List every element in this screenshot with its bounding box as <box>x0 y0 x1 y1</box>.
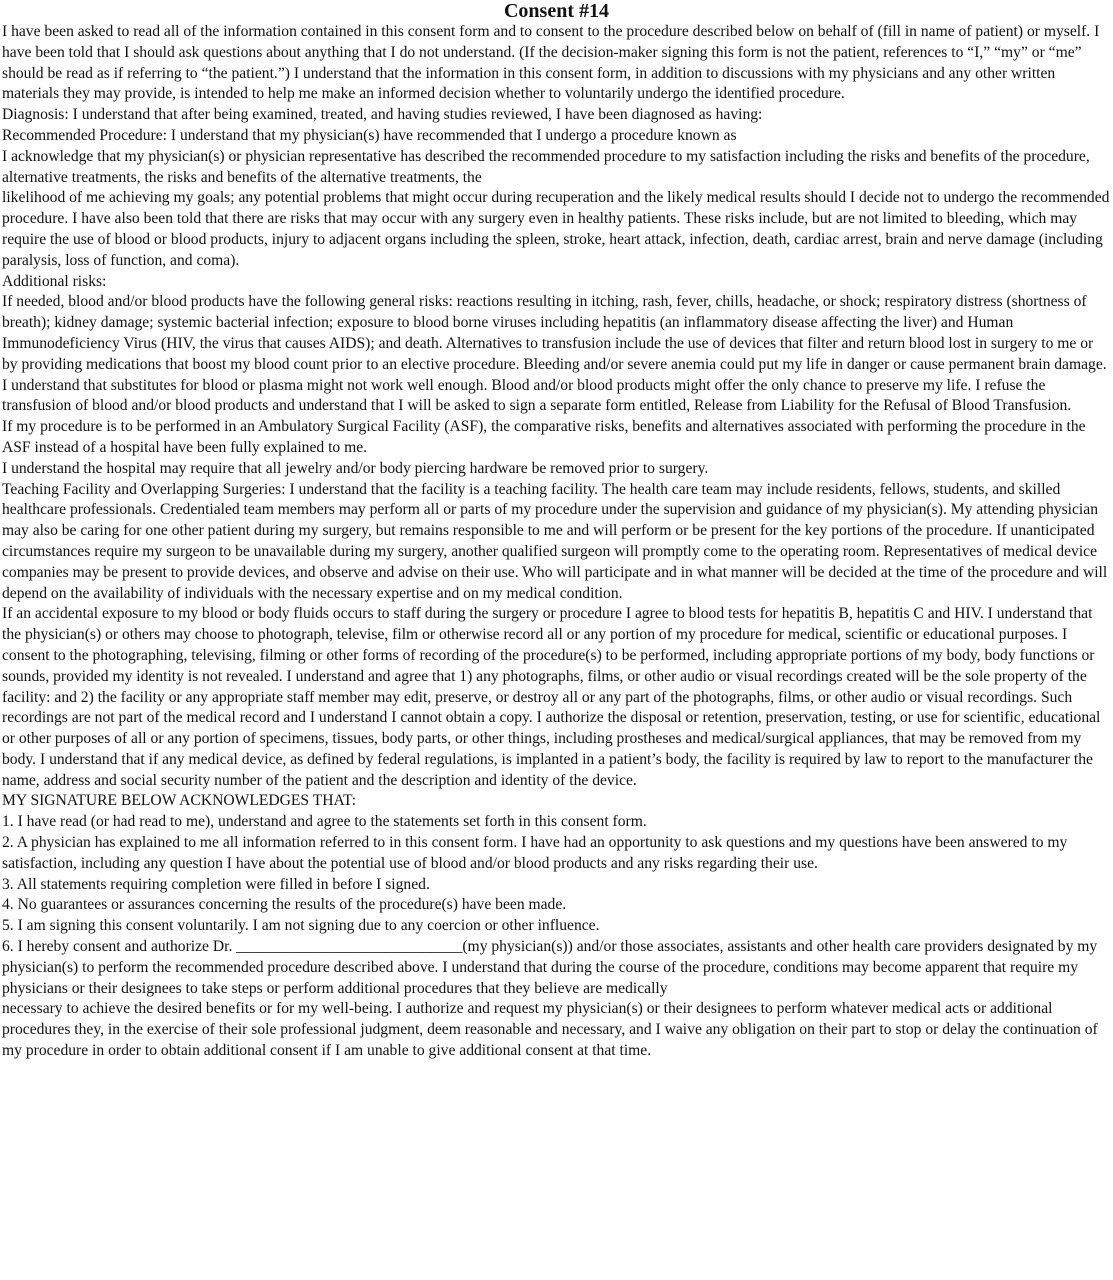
statement-3: 3. All statements requiring completion were filled in before I signed. <box>2 875 430 893</box>
diagnosis-line: Diagnosis: I understand that after being examined, treated, and having studies reviewed, I have been diagnosed as having: <box>2 106 763 124</box>
statement-5: 5. I am signing this consent voluntarily. I am not signing due to any coercion or other influence. <box>2 917 600 935</box>
intro-paragraph: I have been asked to read all of the information contained in this consent form and to consent to the procedure described below on behalf of (fill in name of patient) or myself. I have been told that I should ask questions about anything that I do not understand. (If the decision-maker signing this form is not the patient, references to “I,” “my” or “me” should be read as if referring to “the patient.”) I understand that the information in this consent form, in addition to discussions with my physicians and any other written materials they may provide, is intended to help me make an informed decision whether to voluntarily undergo the identified procedure. <box>2 23 1100 103</box>
risks-paragraph: likelihood of me achieving my goals; any potential problems that might occur during recuperation and the likely medical results should I decide not to undergo the recommended procedure. I have also been told that there are risks that may occur with any surgery even in healthy patients. These risks include, but are not limited to bleeding, which may require the use of blood or blood products, injury to adjacent organs including the spleen, stroke, heart attack, infection, death, cardiac arrest, brain and nerve damage (including paralysis, loss of function, and coma). <box>2 189 1110 269</box>
jewelry-paragraph: I understand the hospital may require that all jewelry and/or body piercing hardware be removed prior to surgery. <box>2 459 709 477</box>
exposure-recording-paragraph: If an accidental exposure to my blood or body fluids occurs to staff during the surgery or procedure I agree to blood tests for hepatitis B, hepatitis C and HIV. I understand that the physician(s) or others may choose to photograph, televise, film or otherwise record all or any portion of my procedure for medical, scientific or educational purposes. I consent to the photographing, televising, filming or other forms of recording of the procedure(s) to be performed, including appropriate portions of my body, body functions or sounds, provided my identity is not revealed. I understand and agree that 1) any photographs, films, or other audio or visual recordings created will be the sole property of the facility: and 2) the facility or any appropriate staff member may edit, preserve, or destroy all or any part of the photographs, films, or other audio or visual recordings. Such recordings are not part of the medical record and I understand I cannot obtain a copy. I authorize the disposal or retention, preservation, testing, or use for scientific, educational or other purposes of all or any portion of specimens, tissues, body parts, or other things, including prostheses and medical/surgical appliances, that may be removed from my body. I understand that if any medical device, as defined by federal regulations, is implanted in a patient’s body, the facility is required by law to report to the manufacturer the name, address and social security number of the patient and the description and identity of the device. <box>2 605 1101 789</box>
blood-products-paragraph: If needed, blood and/or blood products have the following general risks: reactions resulting in itching, rash, fever, chills, headache, or shock; respiratory distress (shortness of breath); kidney damage; systemic bacterial infection; exposure to blood borne viruses including hepatitis (an inflammatory disease affecting the liver) and Human Immunodeficiency Virus (HIV, the virus that causes AIDS); and death. Alternatives to transfusion include the use of devices that filter and return blood lost in surgery to me or by providing medications that boost my blood count prior to an elective procedure. Bleeding and/or severe anemia could put my life in danger or cause permanent brain damage. I understand that substitutes for blood or plasma might not work well enough. Blood and/or blood products might offer the only chance to preserve my life. I refuse the transfusion of blood and/or blood products and understand that I will be asked to sign a separate form entitled, Release from Liability for the Refusal of Blood Transfusion. <box>2 293 1107 415</box>
statement-6: 6. I hereby consent and authorize Dr. _____________________________(my physician(s)) and/or those associates, assistants and other health care providers designated by my physician(s) to perform the recommended procedure described above. I understand that during the course of the procedure, conditions may become apparent that require my physicians or their designees to take steps or perform additional procedures that they believe are medically <box>2 938 1098 997</box>
teaching-facility-paragraph: Teaching Facility and Overlapping Surgeries: I understand that the facility is a teaching facility. The health care team may include residents, fellows, students, and skilled healthcare professionals. Credentialed team members may perform all or parts of my procedure under the supervision and guidance of my physician(s). My attending physician may also be caring for one other patient during my surgery, but remains responsible to me and will perform or be present for the key portions of the procedure. If unanticipated circumstances require my surgeon to be unavailable during my surgery, another qualified surgeon will promptly come to the operating room. Representatives of medical device companies may be present to provide devices, and observe and advise on their use. Who will participate and in what manner will be decided at the time of the procedure and will depend on the availability of individuals with the necessary expertise and on my medical condition. <box>2 480 1108 602</box>
statement-2: 2. A physician has explained to me all information referred to in this consent form. I have had an opportunity to ask questions and my questions have been answered to my satisfaction, including any question I have about the potential use of blood and/or blood products and any risks regarding their use. <box>2 834 1068 872</box>
acknowledge-paragraph: I acknowledge that my physician(s) or physician representative has described the recommended procedure to my satisfaction including the risks and benefits of the procedure, alternative treatments, the risks and benefits of the alternative treatments, the <box>2 147 1090 186</box>
signature-acknowledgement-heading: MY SIGNATURE BELOW ACKNOWLEDGES THAT: <box>2 792 357 810</box>
statement-6-continued: necessary to achieve the desired benefits or for my well-being. I authorize and request my physician(s) or their designees to perform whatever medical acts or additional procedures they, in the exercise of their sole professional judgment, deem reasonable and necessary, and I waive any obligation on their part to stop or delay the continuation of my procedure in order to obtain additional consent if I am unable to give additional consent at that time. <box>2 1000 1098 1060</box>
asf-paragraph: If my procedure is to be performed in an Ambulatory Surgical Facility (ASF), the comparative risks, benefits and alternatives associated with performing the procedure in the ASF instead of a hospital have been fully explained to me. <box>2 418 1086 456</box>
additional-risks-line: Additional risks: <box>2 272 107 290</box>
document-title: Consent #14 <box>503 0 609 22</box>
recommended-procedure-line: Recommended Procedure: I understand that my physician(s) have recommended that I undergo a procedure known as <box>2 126 737 144</box>
statement-4: 4. No guarantees or assurances concerning the results of the procedure(s) have been made. <box>2 896 567 914</box>
statement-1: 1. I have read (or had read to me), understand and agree to the statements set forth in this consent form. <box>2 813 647 831</box>
